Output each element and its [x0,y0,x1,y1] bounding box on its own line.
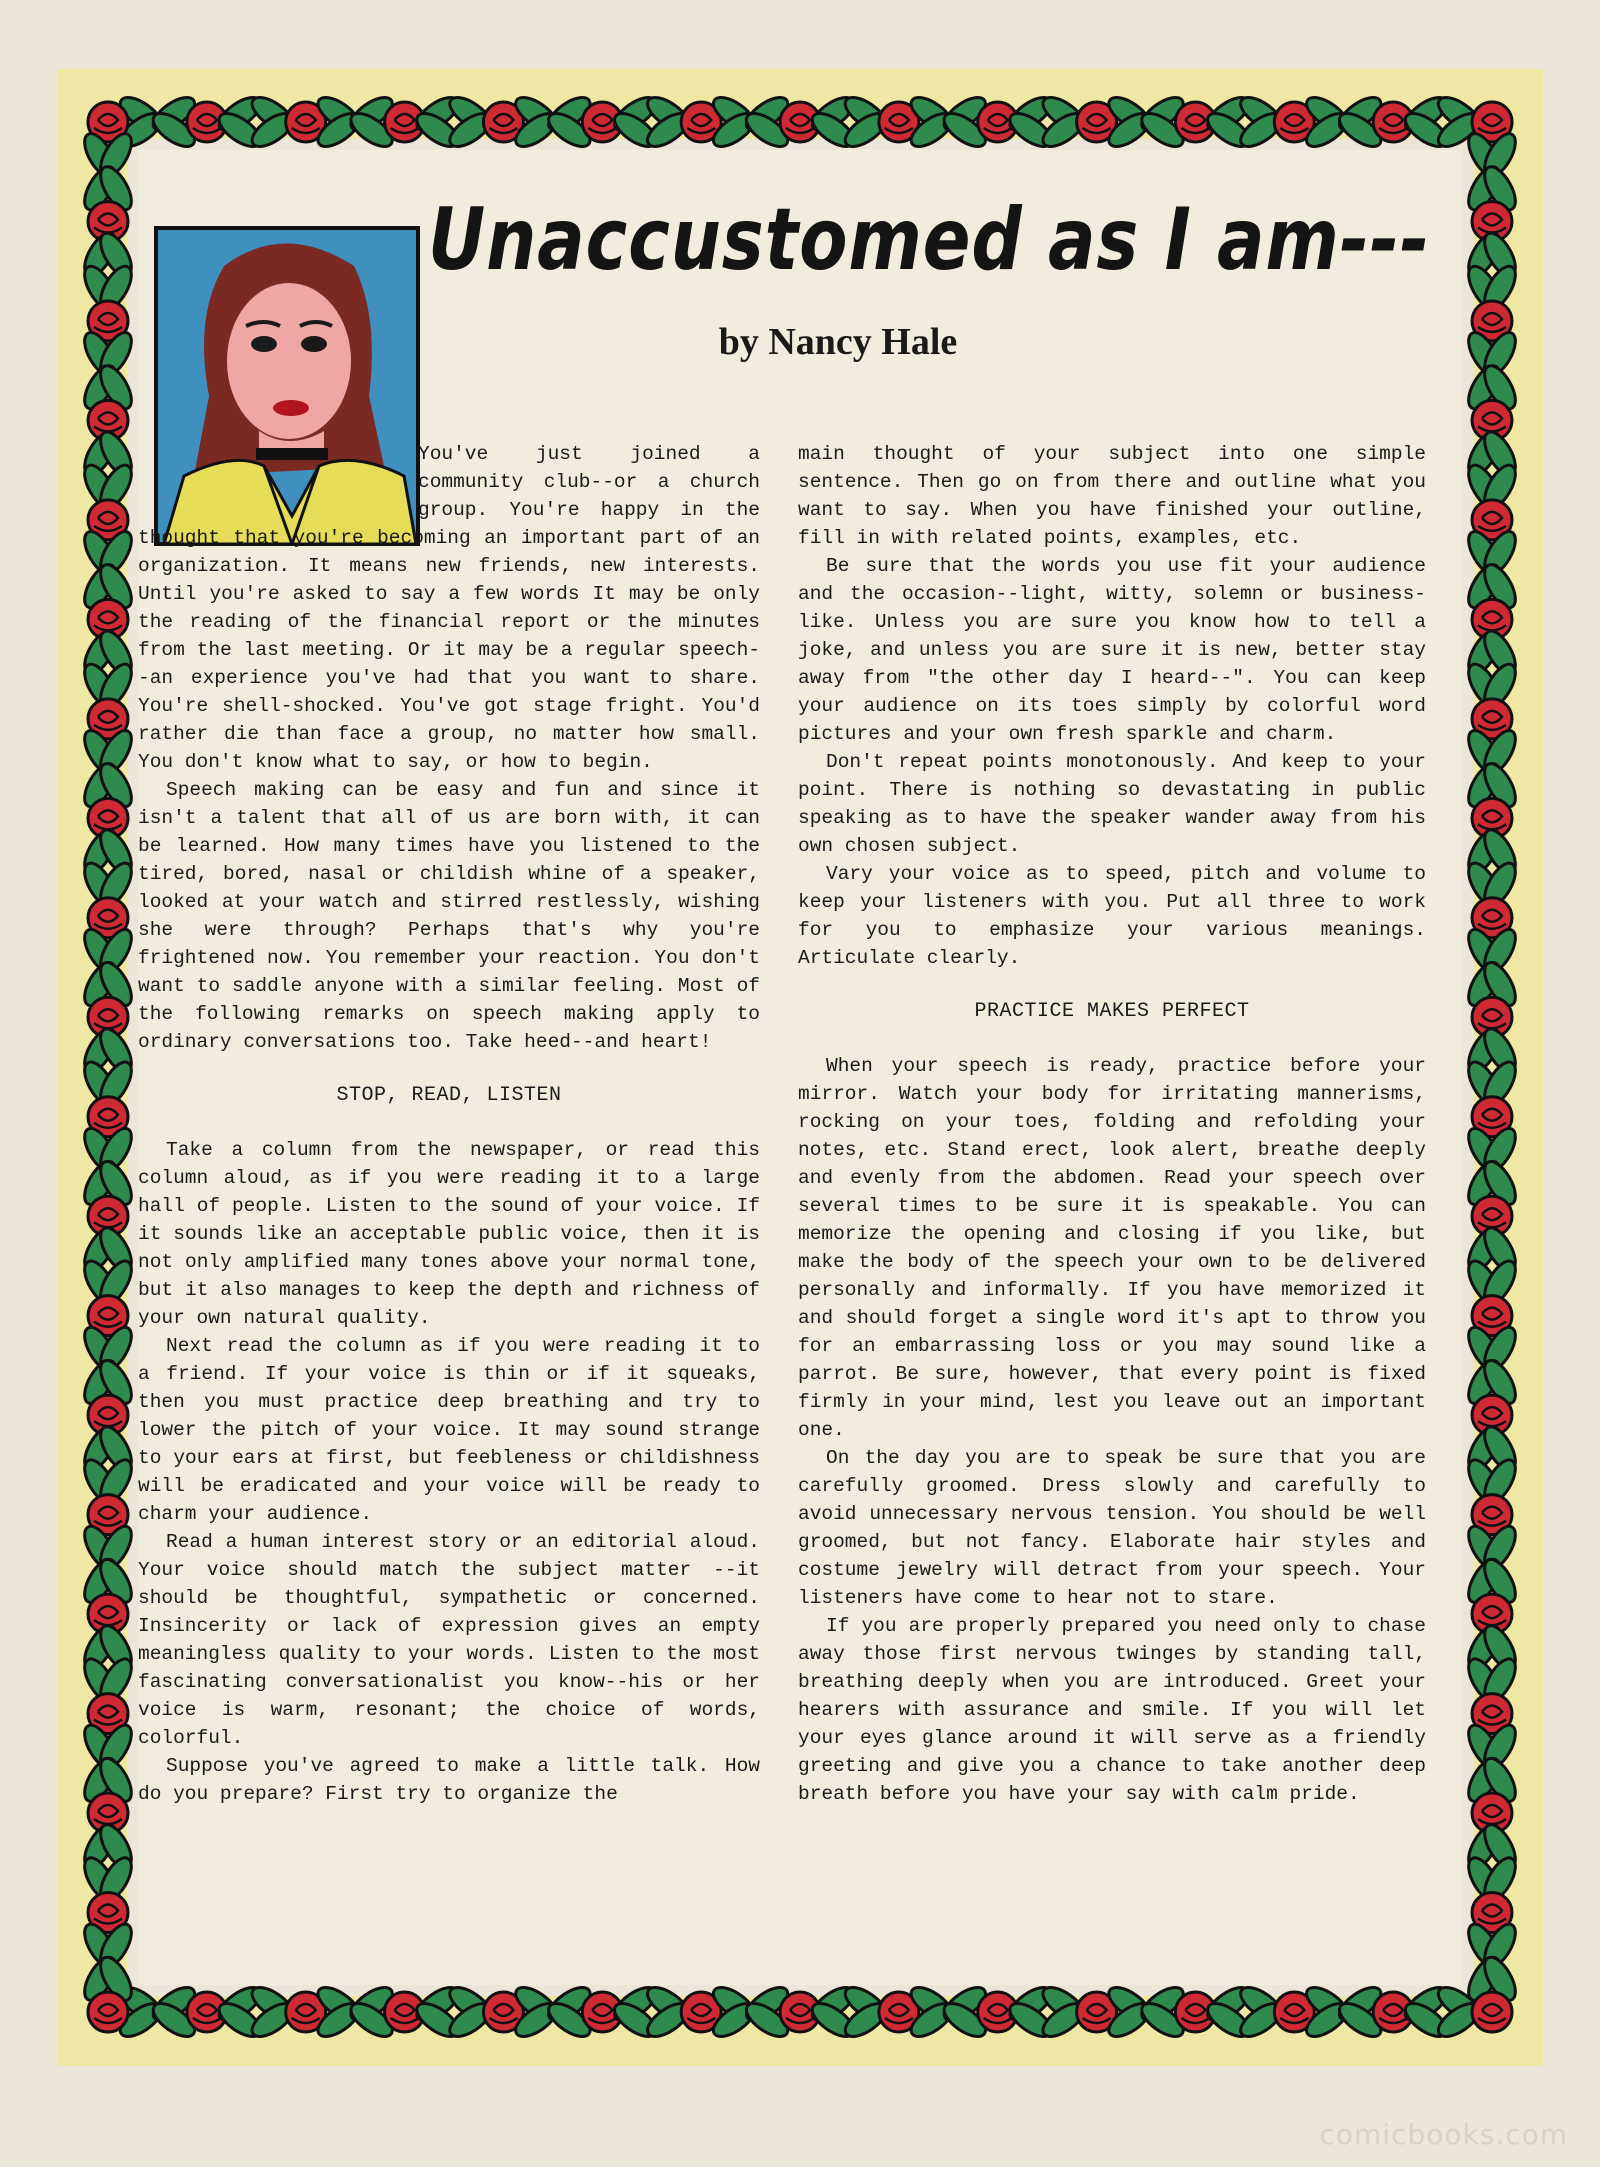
body-paragraph: When your speech is ready, practice before your mirror. Watch your body for irritating mannerisms, rocking on your toes, folding and refolding your notes, etc. Stand erect, look alert, breathe deeply and evenly from the abdomen. Read your speech over several times to be sure it is speakable. You can memorize the opening and closing if you like, but make the body of the speech your own to be delivered personally and informally. If you have memorized it and should forget a single word it's apt to throw you for an embarrassing loss or you may sound like a parrot. Be sure, however, that every point is fixed firmly in your mind, lest you leave out an important one. [798,1055,1426,1441]
body-paragraph: Suppose you've agreed to make a little talk. How do you prepare? First try to organize the [138,1755,760,1805]
body-paragraph: Vary your voice as to speed, pitch and volume to keep your listeners with you. Put all three to work for you to emphasize your various meanings. Articulate clearly. [798,863,1426,969]
body-paragraph: Speech making can be easy and fun and since it isn't a talent that all of us are born with, it can be learned. How many times have you listened to the tired, bored, nasal or childish whine of a speaker, looked at your watch and stirred restlessly, wishing she were through? Perhaps that's why you're frightened now. You remember your reaction. You don't want to saddle anyone with a similar feeling. Most of the following remarks on speech making apply to ordinary conversations too. Take heed--and heart! [138,779,760,1053]
article-title: Unaccustomed as I am--- [428,190,1430,290]
right-column [798,440,1426,1808]
body-paragraph: Take a column from the newspaper, or read this column aloud, as if you were reading it to a large hall of people. Listen to the sound of your voice. If it sounds like an acceptable public voice, then it is not only amplified many tones above your normal tone, but it also manages to keep the depth and richness of your own natural quality. [138,1139,760,1329]
body-paragraph: main thought of your subject into one simple sentence. Then go on from there and outline what you want to say. When you have finished your outline, fill in with related points, examples, etc. [798,443,1426,549]
body-paragraph: Don't repeat points monotonously. And keep to your point. There is nothing so devastating in public speaking as to have the speaker wander away from his own chosen subject. [798,751,1426,857]
body-paragraph: If you are properly prepared you need only to chase away those first nervous twinges by standing tall, breathing deeply when you are introduced. Greet your hearers with assurance and smile. If you will let your eyes glance around it will serve as a friendly greeting and give you a chance to take another deep breath before you have your say with calm pride. [798,1615,1426,1805]
portrait-text-wrap [138,150,418,510]
body-paragraph: Read a human interest story or an editorial aloud. Your voice should match the subject matter --it should be thoughtful, sympathetic or concerned. Insincerity or lack of expression gives an empty meaningless quality to your words. Listen to the most fascinating conversationalist you know--his or her voice is warm, resonant; the choice of words, colorful. [138,1531,760,1749]
left-column [138,440,760,1808]
watermark: comicbooks.com [1319,2118,1568,2151]
section-heading: STOP, READ, LISTEN [336,1084,562,1107]
body-paragraph: On the day you are to speak be sure that you are carefully groomed. Dress slowly and carefully to avoid unnecessary nervous tension. You should be well groomed, but not fancy. Elaborate hair styles and costume jewelry will detract from your speech. Your listeners have come to hear not to stare. [798,1447,1426,1609]
body-paragraph: Be sure that the words you use fit your audience and the occasion--light, witty, solemn or business-like. Unless you are sure you know how to tell a joke, and unless you are sure it is new, better stay away from "the other day I heard--". You can keep your audience on its toes simply by colorful word pictures and your own fresh sparkle and charm. [798,555,1426,745]
body-paragraph: You've just joined a community club--or a church group. You're happy in the thought that you're becoming an important part of an organization. It means new friends, new interests. Until you're asked to say a few words It may be only the reading of the financial report or the minutes from the last meeting. Or it may be a regular speech--an experience you've had that you want to share. You're shell-shocked. You've got stage fright. You'd rather die than face a group, no matter how small. You don't know what to say, or how to begin. [138,443,760,773]
section-heading: PRACTICE MAKES PERFECT [974,1000,1250,1023]
article-panel [138,150,1462,1985]
article-byline: by Nancy Hale [718,321,958,363]
body-paragraph: Next read the column as if you were reading it to a friend. If your voice is thin or if it squeaks, then you must practice deep breathing and try to lower the pitch of your voice. It may sound strange to your ears at first, but feebleness or childishness will be eradicated and your voice will be ready to charm your audience. [138,1335,760,1525]
